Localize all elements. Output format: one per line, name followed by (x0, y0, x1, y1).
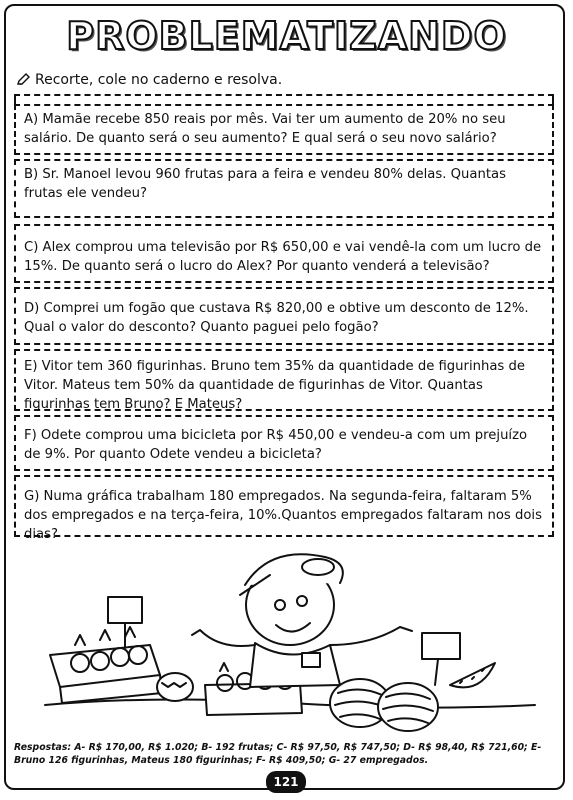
problem-d: D) Comprei um fogão que custava R$ 820,00 e obtive um desconto de 12%. Qual o valor do desconto? Quanto paguei pelo fogão? (14, 287, 554, 345)
instruction-line (16, 72, 282, 88)
problem-f: F) Odete comprou uma bicicleta por R$ 450,00 e vendeu-a com um prejuízo de 9%. Por quanto Odete vendeu a bicicleta? (14, 415, 554, 471)
market-illustration (40, 535, 540, 735)
problem-a: A) Mamãe recebe 850 reais por mês. Vai ter um aumento de 20% no seu salário. De quanto será o seu aumento? E qual será o seu novo salário? (14, 104, 554, 155)
problem-c: C) Alex comprou uma televisão por R$ 650,00 e vai vendê-la com um lucro de 15%. De quanto será o lucro do Alex? Por quanto venderá a televisão? (14, 224, 554, 283)
page-number: 121 (266, 771, 306, 793)
page-title: PROBLEMATIZANDO (66, 14, 507, 58)
pencil-icon (16, 73, 30, 87)
answer-key: Respostas: A- R$ 170,00, R$ 1.020; B- 192 frutas; C- R$ 97,50, R$ 747,50; D- R$ 98,40, R$ 721,60; E- Bruno 126 figurinhas, Mateus 180 figurinhas; F- R$ 409,50; G- 27 empregados. (14, 742, 542, 766)
problem-g: G) Numa gráfica trabalham 180 empregados. Na segunda-feira, faltaram 5% dos empregados e na terça-feira, 10%.Quantos empregados faltaram nos dois dias? (14, 475, 554, 537)
problem-list (14, 104, 554, 541)
instruction-text: Recorte, cole no caderno e resolva. (35, 72, 283, 88)
problem-e: E) Vitor tem 360 figurinhas. Bruno tem 35% da quantidade de figurinhas de Vitor. Mateus tem 50% da quantidade de figurinhas de Vitor. Quantas figurinhas tem Bruno? E Mateus? (14, 349, 554, 411)
cut-line (14, 94, 554, 104)
problem-b: B) Sr. Manoel levou 960 frutas para a feira e vendeu 80% delas. Quantas frutas ele vendeu? (14, 159, 554, 218)
